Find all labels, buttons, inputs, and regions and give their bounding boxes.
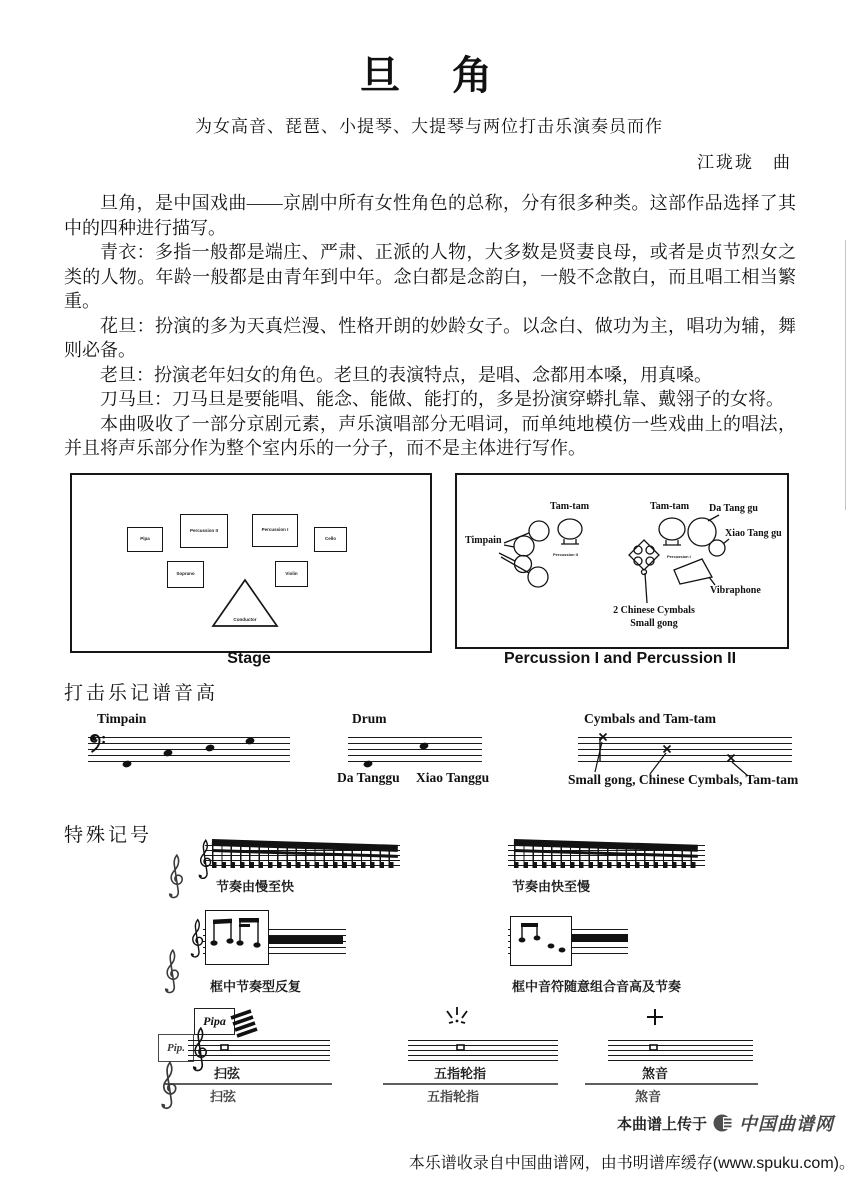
accel-heads [212, 862, 398, 868]
lunzhi-note [456, 1044, 466, 1052]
rit-heads [514, 862, 698, 868]
rit-caption: 节奏由快至慢 [512, 879, 591, 894]
page-title: 旦 角 [360, 53, 498, 98]
shayin-ghost-caption: 煞音 [635, 1089, 662, 1104]
scan-artifact-line [845, 240, 846, 510]
lunzhi-ghost-caption: 五指轮指 [427, 1089, 480, 1104]
paragraph-huadan: 花旦：扮演的多为天真烂漫、性格开朗的妙龄女子。以念白、做功为主，唱功为辅，舞则必备。 [64, 315, 796, 360]
tremolo-burst-icon [444, 1005, 470, 1033]
composer-credit: 江珑珑 曲 [697, 153, 792, 172]
timpani-drum-1 [529, 521, 549, 541]
paragraph-daomadan: 刀马旦：刀马旦是要能唱、能念、能做、能打的，多是扮演穿蟒扎靠、戴翎子的女将。 [100, 389, 784, 409]
drum-notes [346, 726, 486, 772]
intro-text [64, 191, 796, 461]
stage-box-pipa [127, 527, 163, 552]
xiao-tanggu-shape [709, 540, 725, 556]
stage-box-percussion1-label: Percussion I [261, 527, 289, 533]
chinese-cymbals-label: 2 Chinese Cymbals [613, 605, 695, 616]
upload-note: 本曲谱上传于 [616, 1115, 707, 1133]
dedication-subtitle: 为女高音、琵琶、小提琴、大提琴与两位打击乐演奏员而作 [195, 117, 663, 136]
stage-box-soprano [167, 561, 204, 588]
paragraph-qingyi: 青衣：多指一般都是端庄、严肃、正派的人物，大多数是贤妻良母，或者是贞节烈女之类的人物。年龄一般都是由青年到中年。念白都是念韵白，一般不念散白，而且唱工相当繁重。 [64, 242, 796, 311]
treble-clef-ghost-2 [162, 946, 182, 996]
xiao-tanggu-label: Xiao Tang gu [725, 528, 782, 539]
lunzhi-staff [408, 1040, 558, 1061]
xiao-tanggu-staff-label: Xiao Tanggu [416, 770, 490, 785]
repeat-pattern-notes [205, 910, 267, 963]
percussion-diagram [455, 473, 789, 649]
conductor-label: Conductor [233, 617, 257, 622]
timpain-notes [86, 726, 296, 772]
upload-credit-row [617, 1110, 834, 1136]
saoxian-ghost-caption: 扫弦 [210, 1089, 237, 1104]
accel-caption: 节奏由慢至快 [216, 879, 295, 894]
pitch-section-heading: 打击乐记谱音高 [64, 683, 219, 704]
tamtam-right-shape [659, 518, 685, 540]
paragraph-composition-note: 本曲吸收了一部分京剧元素，声乐演唱部分无唱词，而单纯地模仿一些戏曲上的唱法，并且将声乐部分作为整个室内乐的一分子，而不是主体进行写作。 [64, 413, 796, 458]
stage-caption: Stage [227, 650, 271, 667]
tamtam-left-label: Tam-tam [550, 501, 590, 512]
timpani-drum-4 [528, 567, 548, 587]
paragraph-danjue: 旦角，是中国戏曲——京剧中所有女性角色的总称，分有很多种类。这部作品选择了其中的四种进行描写。 [64, 193, 796, 238]
percussion1-tag: Percussion I [667, 554, 691, 559]
shayin-staff [608, 1040, 753, 1061]
free-continuation-band [570, 934, 628, 942]
drum-staff-label: Drum [352, 711, 387, 726]
saoxian-ghost-line [165, 1083, 332, 1085]
cymbals-staff-sublabel: Small gong, Chinese Cymbals, Tam-tam [568, 772, 799, 787]
stage-box-soprano-label: Soprano [176, 571, 195, 577]
mute-plus-icon [646, 1008, 664, 1026]
shayin-note [649, 1044, 659, 1052]
pipa-tag-ghost-label: Pip. [166, 1042, 186, 1054]
repeat-continuation-band [265, 936, 343, 944]
percussion-caption: Percussion I and Percussion II [503, 650, 737, 667]
lunzhi-ghost-line [383, 1083, 558, 1085]
tamtam-right-label: Tam-tam [650, 501, 690, 512]
conductor-triangle [210, 577, 280, 629]
free-pattern-notes [510, 916, 570, 964]
pipa-tag-label: Pipa [203, 1014, 226, 1028]
percussion2-tag: Percussion II [553, 552, 578, 557]
paragraph-laodan: 老旦：扮演老年妇女的角色。老旦的表演特点，是唱、念都用本嗓，用真嗓。 [100, 364, 712, 385]
stage-box-cello-label: Cello [324, 536, 336, 542]
timpain-staff-label: Timpain [97, 711, 147, 726]
stage-box-cello [314, 527, 347, 552]
stage-box-pipa-label: Pipa [140, 536, 150, 542]
special-section-heading: 特殊记号 [64, 825, 153, 846]
free-caption: 框中音符随意组合音高及节奏 [512, 979, 682, 994]
treble-clef-ghost-1 [166, 850, 186, 902]
archive-note: 本乐谱收录自中国曲谱网，由书明谱库缓存(www.spuku.com)。 [408, 1155, 855, 1172]
timpani-drum-2 [514, 536, 534, 556]
shayin-ghost-line [585, 1083, 758, 1085]
saoxian-note [220, 1044, 230, 1052]
stage-box-percussion2-label: Percussion II [189, 527, 218, 533]
qupu-site-logo-icon [713, 1113, 733, 1133]
saoxian-staff [188, 1040, 330, 1061]
vibraphone-label: Vibraphone [710, 585, 761, 596]
strum-symbol-icon [228, 1008, 256, 1038]
lunzhi-caption: 五指轮指 [434, 1066, 487, 1081]
small-gong-label: Small gong [630, 618, 678, 629]
stage-box-percussion2 [180, 514, 228, 548]
site-name: 中国曲谱网 [739, 1114, 834, 1134]
tamtam-left-shape [558, 519, 582, 539]
cymbals-staff-label: Cymbals and Tam-tam [584, 711, 717, 726]
stage-diagram [70, 473, 432, 653]
saoxian-caption: 扫弦 [214, 1066, 241, 1081]
repeat-caption: 框中节奏型反复 [210, 979, 302, 994]
stage-box-violin-label: Violin [285, 570, 298, 576]
stage-box-percussion1 [252, 514, 298, 547]
vibraphone-shape [674, 559, 712, 584]
da-tanggu-staff-label: Da Tanggu [337, 770, 400, 785]
treble-clef-ghost-3 [158, 1058, 180, 1112]
da-tanggu-label: Da Tang gu [709, 503, 758, 514]
timpain-pointer-label: Timpain [465, 535, 502, 546]
cymbals-tray-shape [629, 540, 659, 570]
shayin-caption: 煞音 [642, 1066, 669, 1081]
